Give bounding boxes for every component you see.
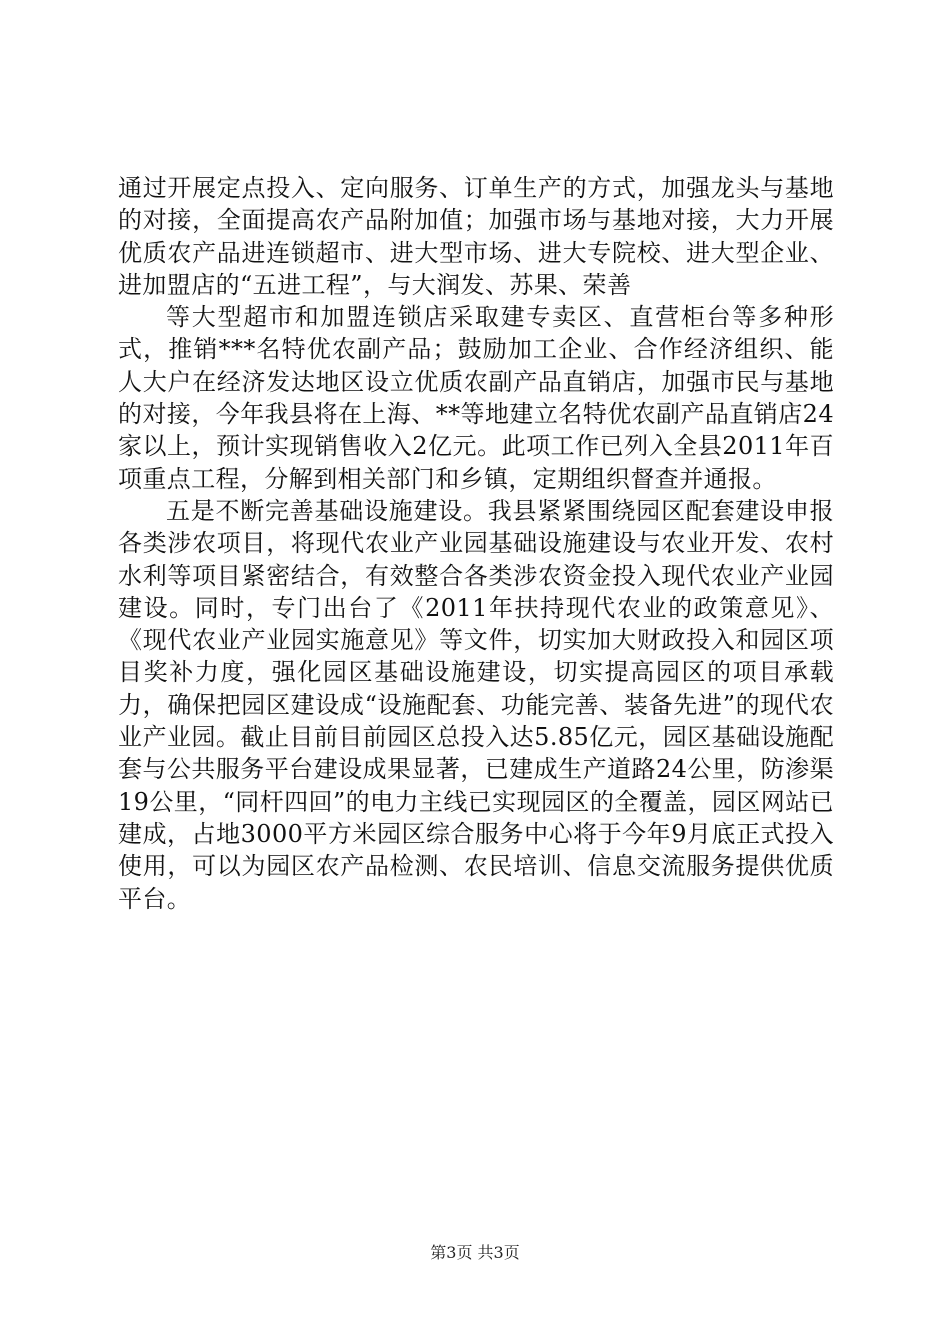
paragraph-2: 等大型超市和加盟连锁店采取建专卖区、直营柜台等多种形式，推销***名特优农副产品；鼓励加工企业、合作经济组织、能人大户在经济发达地区设立优质农副产品直销店，加强市民与基地的对接，今年我县将在上海、**等地建立名特优农副产品直销店24家以上，预计实现销售收入2亿元。此项工作已列入全县2011年百项重点工程，分解到相关部门和乡镇，定期组织督查并通报。 xyxy=(118,303,834,493)
page-footer: 第3页 共3页 xyxy=(430,1243,520,1262)
document-body xyxy=(118,172,834,915)
paragraph-3: 五是不断完善基础设施建设。我县紧紧围绕园区配套建设申报各类涉农项目，将现代农业产业园基础设施建设与农业开发、农村水利等项目紧密结合，有效整合各类涉农资金投入现代农业产业园建设。同时，专门出台了《2011年扶持现代农业的政策意见》、《现代农业产业园实施意见》等文件，切实加大财政投入和园区项目奖补力度，强化园区基础设施建设，切实提高园区的项目承载力，确保把园区建设成“设施配套、功能完善、装备先进”的现代农业产业园。截止目前目前园区总投入达5.85亿元，园区基础设施配套与公共服务平台建设成果显著，已建成生产道路24公里，防渗渠19公里，“同杆四回”的电力主线已实现园区的全覆盖，园区网站已建成，占地3000平方米园区综合服务中心将于今年9月底正式投入使用，可以为园区农产品检测、农民培训、信息交流服务提供优质平台。 xyxy=(118,496,834,913)
paragraph-1: 通过开展定点投入、定向服务、订单生产的方式，加强龙头与基地的对接，全面提高农产品附加值；加强市场与基地对接，大力开展优质农产品进连锁超市、进大型市场、进大专院校、进大型企业、进加盟店的“五进工程”，与大润发、苏果、荣善 xyxy=(118,174,834,299)
